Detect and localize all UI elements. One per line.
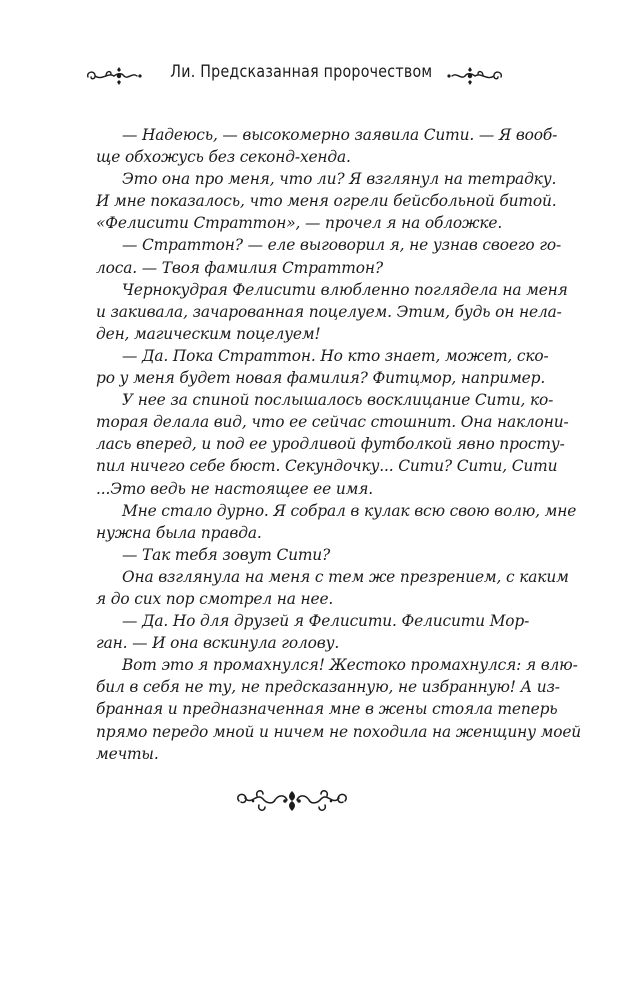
flourish-right-icon bbox=[447, 64, 505, 88]
body-text bbox=[96, 124, 582, 765]
text-line: Чернокудрая Фелисити влюбленно поглядела на меня bbox=[122, 280, 568, 299]
text-line: торая делала вид, что ее сейчас стошнит. Она наклони- bbox=[96, 413, 569, 432]
text-line: ро у меня будет новая фамилия? Фитцмор, например. bbox=[96, 369, 546, 388]
flourish-left-icon bbox=[84, 64, 142, 88]
text-line: бил в себя не ту, не предсказанную, не избранную! А из- bbox=[96, 678, 560, 697]
text-line: нужна была правда. bbox=[96, 523, 262, 542]
text-line: лоса. — Твоя фамилия Страттон? bbox=[96, 258, 383, 277]
text-line: лась вперед, и под ее уродливой футболкой явно просту- bbox=[96, 435, 565, 454]
text-line: прямо передо мной и ничем не походила на женщину моей bbox=[96, 722, 582, 741]
text-line: ...Это ведь не настоящее ее имя. bbox=[96, 479, 373, 498]
text-line: Вот это я промахнулся! Жестоко промахнулся: я влю- bbox=[122, 656, 578, 675]
text-line: И мне показалось, что меня огрели бейсбольной битой. bbox=[96, 192, 557, 211]
text-line: — Так тебя зовут Сити? bbox=[122, 545, 331, 564]
running-header bbox=[0, 56, 619, 96]
text-line: мечты. bbox=[96, 744, 159, 763]
text-line: я до сих пор смотрел на нее. bbox=[96, 589, 334, 608]
text-line: Это она про меня, что ли? Я взглянул на тетрадку. bbox=[122, 170, 557, 189]
text-line: ден, магическим поцелуем! bbox=[96, 324, 321, 343]
text-line: Она взглянула на меня с тем же презрением, с каким bbox=[122, 567, 569, 586]
text-line: бранная и предназначенная мне в жены стояла теперь bbox=[96, 700, 558, 719]
text-line: Мне стало дурно. Я собрал в кулак всю свою волю, мне bbox=[122, 501, 577, 520]
text-line: «Фелисити Страттон», — прочел я на обложке. bbox=[96, 214, 503, 233]
text-line: пил ничего себе бюст. Секундочку... Сити? Сити, Сити bbox=[96, 457, 558, 476]
text-line: У нее за спиной послышалось восклицание Сити, ко- bbox=[122, 391, 554, 410]
text-line: — Надеюсь, — высокомерно заявила Сити. — Я вооб- bbox=[122, 126, 558, 144]
chapter-end-ornament-icon bbox=[233, 786, 351, 816]
text-line: — Страттон? — еле выговорил я, не узнав своего го- bbox=[122, 236, 562, 255]
text-line: — Да. Пока Страттон. Но кто знает, может, ско- bbox=[122, 346, 549, 365]
text-line: ще обхожусь без секонд-хенда. bbox=[96, 148, 351, 167]
text-line: и закивала, зачарованная поцелуем. Этим, будь он нела- bbox=[96, 302, 562, 321]
text-line: ган. — И она вскинула голову. bbox=[96, 634, 340, 653]
running-title: Ли. Предсказанная пророчеством bbox=[170, 62, 433, 81]
text-line: — Да. Но для друзей я Фелисити. Фелисити Мор- bbox=[122, 612, 530, 631]
